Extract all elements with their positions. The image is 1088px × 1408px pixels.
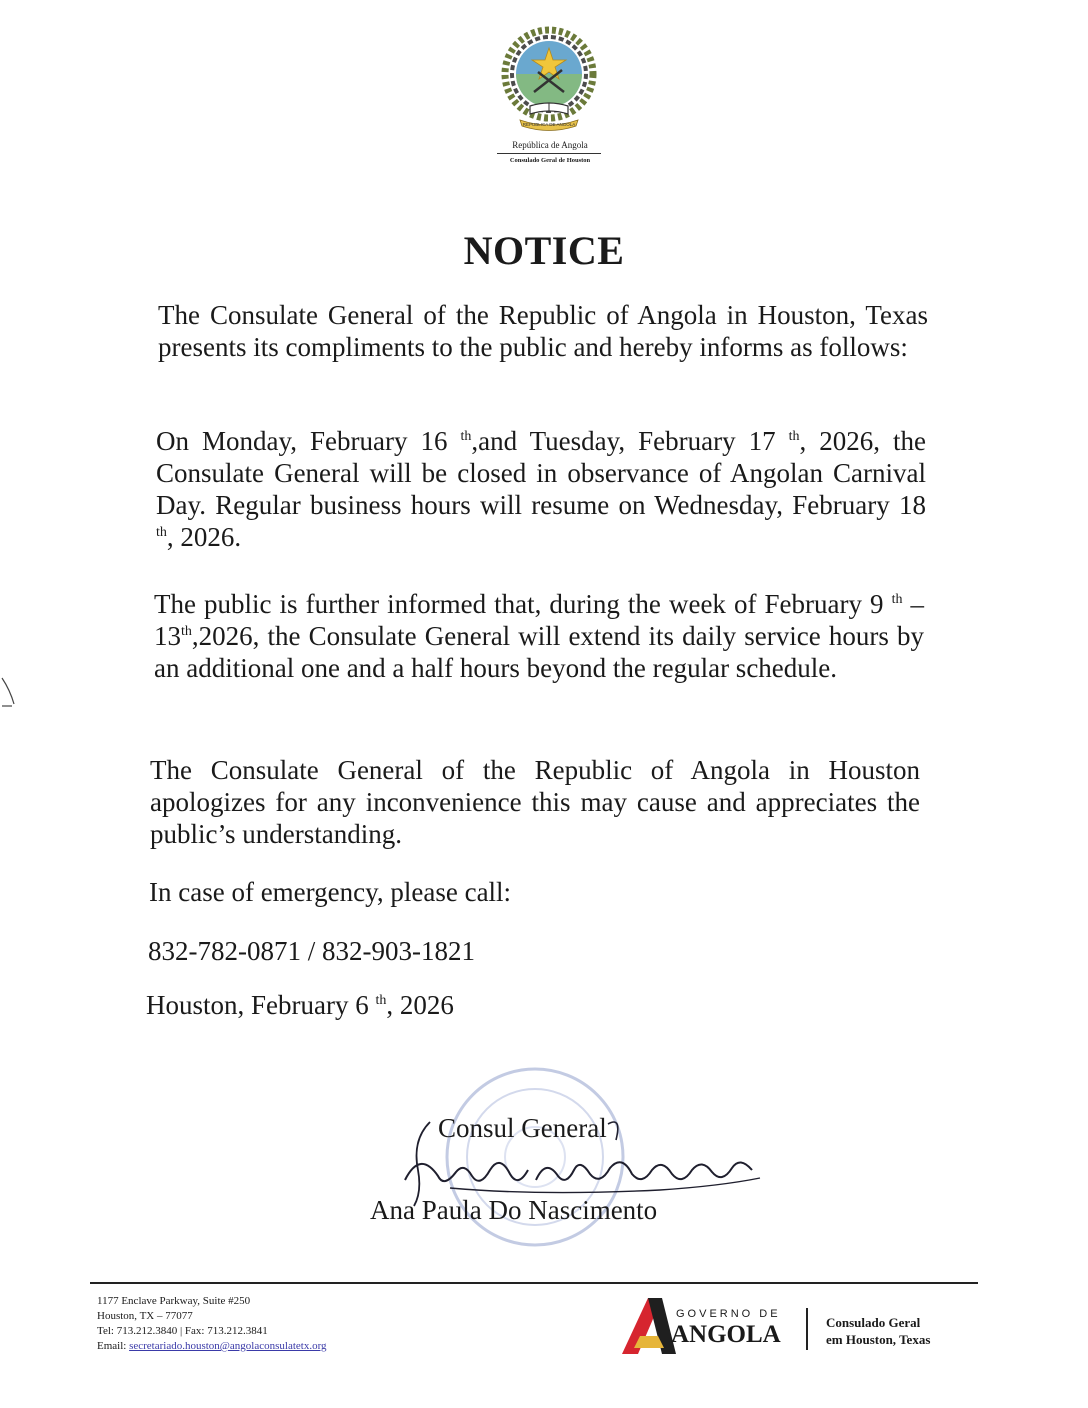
paragraph-extended-hours [154, 588, 924, 684]
footer-address [97, 1294, 327, 1354]
dateline-text-2: , 2026 [386, 990, 454, 1020]
closure-text-1: On Monday, February 16 [156, 426, 448, 456]
footer-contact-line: Tel: 713.212.3840 | Fax: 713.212.3841 [97, 1325, 268, 1337]
emergency-label: In case of emergency, please call: [149, 877, 512, 907]
consul-title: Consul General [438, 1113, 607, 1143]
letterhead-office: Consulado Geral de Houston [509, 157, 591, 164]
letterhead-country: República de Angola [512, 140, 588, 150]
dateline [146, 989, 454, 1021]
footer-divider [90, 1282, 978, 1284]
dateline-text-1: Houston, February 6 [146, 990, 369, 1020]
extended-text-1: The public is further informed that, during the week of February 9 [154, 589, 884, 619]
paragraph-apology: The Consulate General of the Republic of Angola in Houston apologizes for any inconvenience this may cause and appreciates the public’s understanding. [150, 755, 920, 849]
footer-address-line1: 1177 Enclave Parkway, Suite #250 [97, 1295, 251, 1307]
gov-logo-divider [806, 1308, 808, 1350]
closure-text-2: ,and Tuesday, February 17 [471, 426, 776, 456]
emblem-ribbon-text: REPUBLICA DE ANGOLA [522, 122, 576, 127]
footer-consulado [826, 1314, 930, 1348]
angola-coat-of-arms-icon [492, 22, 606, 136]
closure-sup-2: th [788, 429, 800, 444]
dateline-sup: th [375, 993, 387, 1008]
paragraph-intro: The Consulate General of the Republic of Angola in Houston, Texas presents its compliments to the public and hereby informs as follows: [158, 300, 928, 362]
gov-logo-top-text: GOVERNO DE [676, 1308, 781, 1320]
notice-title: NOTICE [463, 228, 625, 273]
closure-sup-1: th [460, 429, 472, 444]
extended-sup-2: th [181, 624, 192, 639]
letterhead-divider [497, 153, 601, 154]
paragraph-closure [156, 425, 926, 553]
consul-name: Ana Paula Do Nascimento [370, 1195, 658, 1225]
footer-email-label: Email: [97, 1340, 130, 1352]
emergency-phones: 832-782-0871 / 832-903-1821 [148, 936, 475, 966]
governo-de-angola-logo-icon [618, 1296, 676, 1356]
footer-address-line2: Houston, TX – 77077 [97, 1310, 193, 1322]
closure-text-3: , 2026, the Consulate General will be closed in observance of Angolan Carnival Day. Regular business hours will resume on Wednesday, February 18 [156, 426, 927, 520]
footer-email-line [97, 1339, 327, 1354]
footer-consulado-line1: Consulado Geral [826, 1315, 921, 1330]
gov-logo-main-text: ANGOLA [671, 1321, 781, 1348]
footer-consulado-line2: em Houston, Texas [826, 1332, 931, 1347]
footer-email-link[interactable]: secretariado.houston@angolaconsulatetx.org [129, 1340, 327, 1352]
extended-text-3: ,2026, the Consulate General will extend its daily service hours by an additional one and a half hours beyond the regular schedule. [154, 621, 924, 683]
closure-sup-3: th [156, 525, 167, 540]
margin-scan-mark [0, 676, 18, 716]
extended-sup-1: th [891, 592, 903, 607]
extended-text-2: –13 [154, 589, 924, 651]
closure-text-4: , 2026. [166, 522, 242, 552]
